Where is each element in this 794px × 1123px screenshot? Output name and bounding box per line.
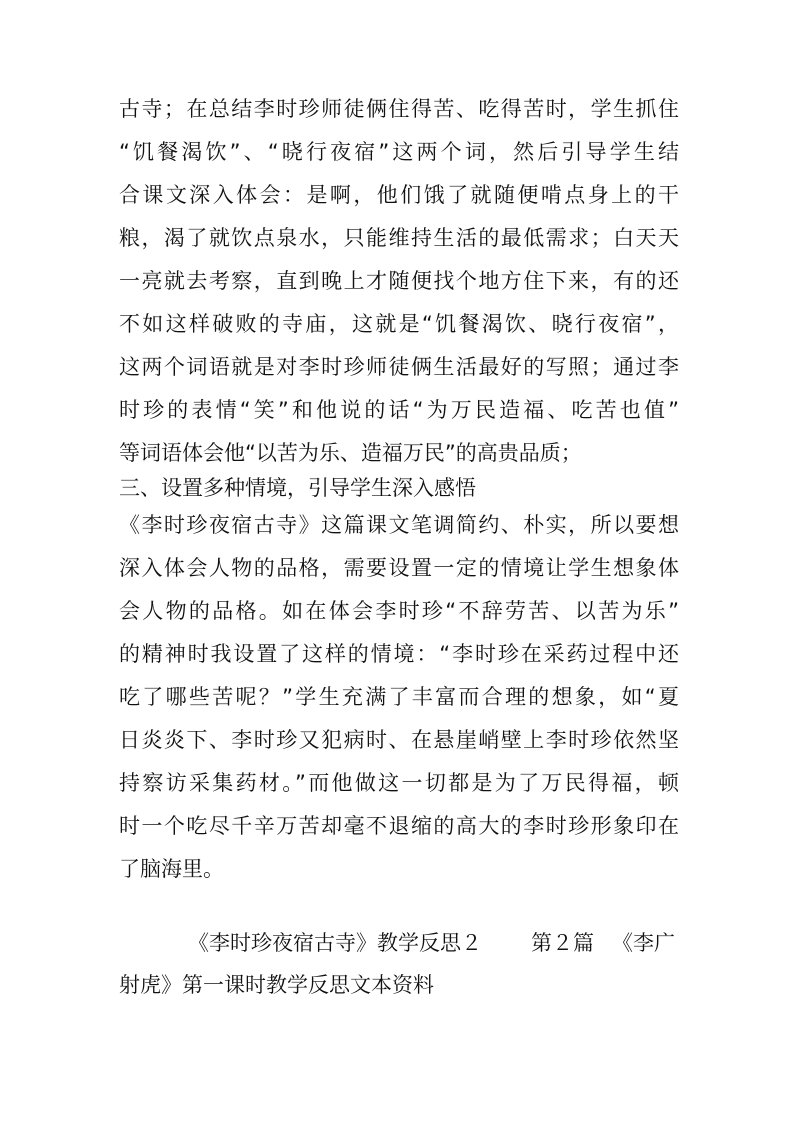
text-line: 时珍的表情“笑”和他说的话“为万民造福、吃苦也值” — [119, 398, 679, 422]
text-line: 吃了哪些苦呢？”学生充满了丰富而合理的想象，如“夏 — [119, 685, 679, 709]
text-line: 了脑海里。 — [119, 857, 224, 881]
text-line: “饥餐渴饮”、“晓行夜宿”这两个词，然后引导学生结 — [119, 140, 679, 164]
text-line: 粮，渴了就饮点泉水，只能维持生活的最低需求；白天天 — [119, 226, 679, 250]
title-part-3: 《李广 — [612, 931, 675, 955]
text-line: 会人物的品格。如在体会李时珍“不辞劳苦、以苦为乐” — [119, 599, 679, 623]
title-part-2: 第２篇 — [531, 931, 594, 955]
title-part-1: 《李时珍夜宿古寺》教学反思２ — [188, 931, 482, 955]
text-line: 合课文深入体会：是啊，他们饿了就随便啃点身上的干 — [119, 183, 679, 207]
section-heading: 三、设置多种情境，引导学生深入感悟 — [119, 476, 476, 500]
text-line: 的精神时我设置了这样的情境：“李时珍在采药过程中还 — [119, 642, 679, 666]
text-line: 《李时珍夜宿古寺》这篇课文笔调简约、朴实，所以要想 — [119, 513, 679, 537]
text-line: 一亮就去考察，直到晚上才随便找个地方住下来，有的还 — [119, 269, 679, 293]
text-line: 持察访采集药材。”而他做这一切都是为了万民得福，顿 — [119, 771, 679, 795]
text-line: 时一个吃尽千辛万苦却毫不退缩的高大的李时珍形象印在 — [119, 814, 679, 838]
text-line: 这两个词语就是对李时珍师徒俩生活最好的写照；通过李 — [119, 355, 679, 379]
text-line: 深入体会人物的品格，需要设置一定的情境让学生想象体 — [119, 556, 679, 580]
text-line: 不如这样破败的寺庙，这就是“饥餐渴饮、晓行夜宿”， — [119, 312, 679, 336]
title-line-2: 射虎》第一课时教学反思文本资料 — [119, 973, 434, 997]
text-line: 古寺；在总结李时珍师徒俩住得苦、吃得苦时，学生抓住 — [119, 97, 679, 121]
text-line: 等词语体会他“以苦为乐、造福万民”的高贵品质； — [119, 441, 582, 465]
text-line: 日炎炎下、李时珍又犯病时、在悬崖峭壁上李时珍依然坚 — [119, 728, 679, 752]
